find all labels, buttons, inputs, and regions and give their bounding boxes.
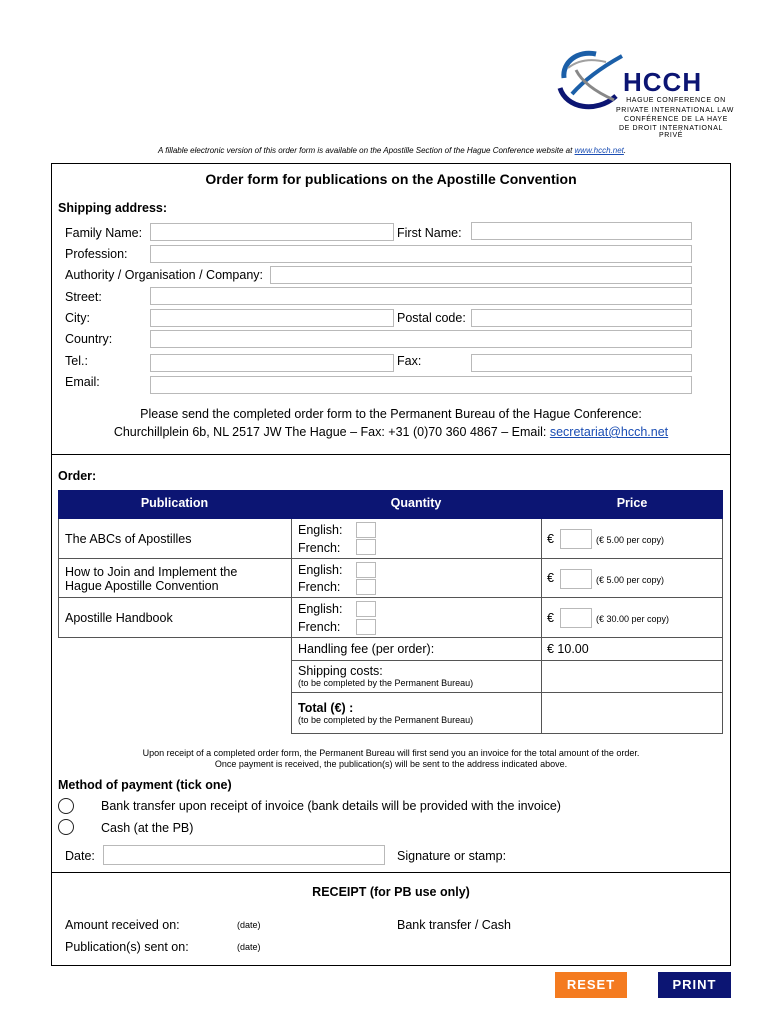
- fax-input[interactable]: [471, 354, 692, 372]
- frame-left-border: [51, 163, 52, 966]
- intro-note: [158, 146, 626, 155]
- abcs-english-label: English:: [298, 523, 343, 537]
- table-col-divider-1: [291, 519, 292, 733]
- join-english-qty[interactable]: [356, 562, 376, 578]
- table-right-border: [722, 519, 723, 733]
- table-row-line-4: [291, 660, 723, 661]
- join-french-qty[interactable]: [356, 579, 376, 595]
- intro-note-end: .: [623, 146, 627, 155]
- publication-join-title-line2: Hague Apostille Convention: [65, 579, 219, 593]
- column-quantity: Quantity: [390, 496, 442, 510]
- column-publication: Publication: [140, 496, 209, 510]
- table-row-line-5: [291, 692, 723, 693]
- date-input[interactable]: [103, 845, 385, 865]
- postal-code-input[interactable]: [471, 309, 692, 327]
- table-row-line-3: [58, 637, 723, 638]
- amount-received-date: (date): [237, 920, 261, 930]
- first-name-input[interactable]: [471, 222, 692, 240]
- postal-code-label: Postal code:: [397, 311, 466, 325]
- shipping-costs-note: (to be completed by the Permanent Bureau): [298, 678, 474, 688]
- total-note: (to be completed by the Permanent Bureau): [298, 715, 474, 725]
- date-label: Date:: [65, 849, 95, 863]
- section-divider-2: [51, 872, 730, 873]
- join-english-label: English:: [298, 563, 343, 577]
- table-row-line-2: [58, 597, 723, 598]
- order-heading: Order:: [58, 469, 97, 483]
- logo-line-4: DE DROIT INTERNATIONAL PRIVÉ: [619, 125, 723, 139]
- handbook-french-label: French:: [298, 620, 341, 634]
- bank-transfer-label: Bank transfer upon receipt of invoice (bank details will be provided with the invoice): [101, 799, 561, 813]
- logo-line-2: PRIVATE INTERNATIONAL LAW: [616, 107, 734, 114]
- handbook-price-input[interactable]: [560, 608, 592, 628]
- logo-line-1: HAGUE CONFERENCE ON: [626, 97, 726, 104]
- shipping-costs-label: Shipping costs:: [298, 664, 383, 678]
- handbook-currency: €: [547, 611, 554, 625]
- shipping-heading: Shipping address:: [58, 201, 168, 215]
- tel-input[interactable]: [150, 354, 394, 372]
- publication-handbook-title: Apostille Handbook: [65, 611, 173, 625]
- handling-fee-value: € 10.00: [547, 642, 589, 656]
- publications-sent-label: Publication(s) sent on:: [65, 940, 189, 954]
- section-divider-1: [51, 454, 730, 455]
- join-unit-price: (€ 5.00 per copy): [596, 575, 665, 585]
- intro-note-text: A fillable electronic version of this order form is available on the Apostille Section of the Hague Conference website at: [158, 146, 575, 155]
- table-left-border: [58, 519, 59, 637]
- publications-sent-date: (date): [237, 942, 261, 952]
- form-title: Order form for publications on the Apostille Convention: [205, 171, 577, 187]
- frame-bottom-border: [51, 965, 731, 966]
- logo-acronym: HCCH: [623, 67, 703, 97]
- bank-transfer-radio[interactable]: [58, 798, 74, 814]
- invoice-note-line2: Once payment is received, the publication(s) will be sent to the address indicated above.: [214, 759, 568, 769]
- abcs-price-input[interactable]: [560, 529, 592, 549]
- street-label: Street:: [65, 290, 102, 304]
- payment-heading: Method of payment (tick one): [58, 778, 232, 792]
- total-label: Total (€) :: [298, 701, 354, 715]
- tel-label: Tel.:: [65, 354, 88, 368]
- abcs-french-qty[interactable]: [356, 539, 376, 555]
- hcch-globe-emblem: [556, 48, 626, 112]
- handbook-french-qty[interactable]: [356, 619, 376, 635]
- publication-join-title-line1: How to Join and Implement the: [65, 565, 238, 579]
- table-bottom-border: [291, 733, 723, 734]
- join-price-input[interactable]: [560, 569, 592, 589]
- signature-label: Signature or stamp:: [397, 849, 507, 863]
- email-input[interactable]: [150, 376, 692, 394]
- amount-received-label: Amount received on:: [65, 918, 180, 932]
- reset-button[interactable]: RESET: [555, 972, 627, 998]
- city-label: City:: [65, 311, 90, 325]
- fax-label: Fax:: [397, 354, 422, 368]
- frame-top-border: [51, 163, 730, 164]
- cash-label: Cash (at the PB): [101, 821, 194, 835]
- join-french-label: French:: [298, 580, 341, 594]
- email-label: Email:: [65, 375, 100, 389]
- city-input[interactable]: [150, 309, 394, 327]
- abcs-french-label: French:: [298, 541, 341, 555]
- receipt-title: RECEIPT (for PB use only): [312, 885, 470, 899]
- family-name-label: Family Name:: [65, 226, 143, 240]
- abcs-unit-price: (€ 5.00 per copy): [596, 535, 665, 545]
- handbook-english-qty[interactable]: [356, 601, 376, 617]
- handling-fee-label: Handling fee (per order):: [298, 642, 435, 656]
- send-instructions-line1: Please send the completed order form to the Permanent Bureau of the Hague Conference:: [140, 407, 642, 421]
- secretariat-email-link[interactable]: secretariat@hcch.net: [549, 425, 669, 439]
- column-price: Price: [616, 496, 648, 510]
- cash-radio[interactable]: [58, 819, 74, 835]
- join-currency: €: [547, 571, 554, 585]
- send-address: Churchillplein 6b, NL 2517 JW The Hague – Fax: +31 (0)70 360 4867 – Email:: [113, 425, 550, 439]
- profession-label: Profession:: [65, 247, 128, 261]
- table-col-divider-2: [541, 519, 542, 733]
- profession-input[interactable]: [150, 245, 692, 263]
- publication-abcs-title: The ABCs of Apostilles: [65, 532, 192, 546]
- family-name-input[interactable]: [150, 223, 394, 241]
- country-input[interactable]: [150, 330, 692, 348]
- handbook-unit-price: (€ 30.00 per copy): [596, 614, 670, 624]
- first-name-label: First Name:: [397, 226, 462, 240]
- abcs-english-qty[interactable]: [356, 522, 376, 538]
- frame-right-border: [730, 163, 731, 966]
- invoice-note-line1: Upon receipt of a completed order form, the Permanent Bureau will first send you an invoice for the total amount of the order.: [142, 748, 640, 758]
- print-button[interactable]: PRINT: [658, 972, 731, 998]
- website-link[interactable]: www.hcch.net: [574, 146, 624, 155]
- payment-method-received: Bank transfer / Cash: [397, 918, 511, 932]
- authority-input[interactable]: [270, 266, 692, 284]
- authority-label: Authority / Organisation / Company:: [65, 268, 264, 282]
- send-instructions-line2: [51, 425, 731, 439]
- abcs-currency: €: [547, 532, 554, 546]
- street-input[interactable]: [150, 287, 692, 305]
- country-label: Country:: [65, 332, 113, 346]
- table-row-line-1: [58, 558, 723, 559]
- handbook-english-label: English:: [298, 602, 343, 616]
- logo-line-3: CONFÉRENCE DE LA HAYE: [624, 116, 728, 123]
